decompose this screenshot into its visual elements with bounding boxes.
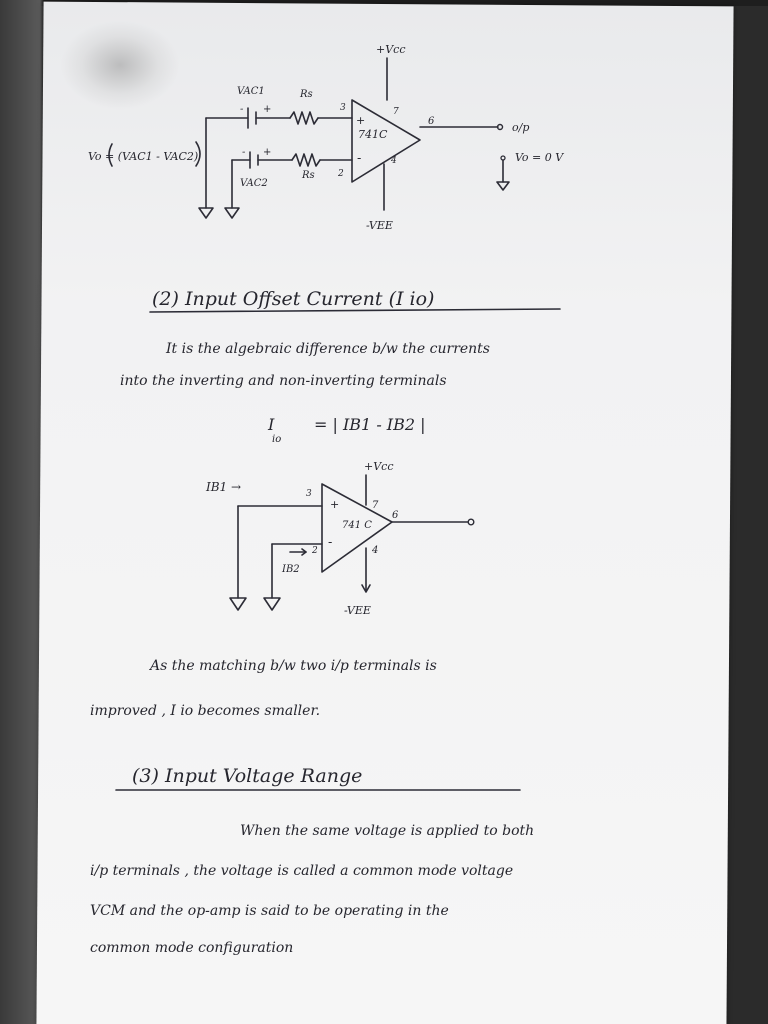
rs-top-label: Rs xyxy=(300,89,313,100)
pin3-label-2: 3 xyxy=(306,489,312,499)
section3-line2: i/p terminals , the voltage is called a common mode voltage xyxy=(90,863,514,879)
vcc-label-2: +Vcc xyxy=(364,460,394,473)
vo-expression: Vo = (VAC1 - VAC2) xyxy=(88,150,199,163)
rs-bottom-label: Rs xyxy=(302,170,315,181)
pin4-label-2: 4 xyxy=(372,545,379,556)
section2-line2: into the inverting and non-inverting terminals xyxy=(120,373,447,389)
vac1-minus-sign: - xyxy=(240,104,244,115)
minus-label-2: - xyxy=(328,535,333,549)
section3-line3: VCM and the op-amp is said to be operating in the xyxy=(90,903,449,919)
vee-label-1: -VEE xyxy=(366,219,393,232)
ground-symbol-b xyxy=(225,208,239,218)
vee-label-2: -VEE xyxy=(344,604,371,617)
ib1-label: IB1 → xyxy=(206,480,242,494)
pin2-label-2: 2 xyxy=(312,546,318,556)
meter-ground-symbol xyxy=(497,182,509,190)
ground-symbol-c xyxy=(230,598,246,610)
section3-heading: (3) Input Voltage Range xyxy=(132,765,363,787)
ground-symbol-d xyxy=(264,598,280,610)
ground-symbol-a xyxy=(199,208,213,218)
pin6-label-2: 6 xyxy=(392,510,399,521)
eq-lhs: I xyxy=(268,415,275,434)
section2-line1: It is the algebraic difference b/w the currents xyxy=(166,341,490,357)
section-input-offset-current xyxy=(120,288,560,445)
vo-zero-label: Vo = 0 V xyxy=(515,151,564,164)
plus-label-1: + xyxy=(356,114,366,127)
vac1-label: VAC1 xyxy=(237,86,265,97)
section2-heading: (2) Input Offset Current (I io) xyxy=(152,288,435,310)
meter-terminal xyxy=(501,156,505,160)
eq-rhs: = | IB1 - IB2 | xyxy=(314,415,426,434)
paragraph-matching xyxy=(90,658,437,719)
eq-sub: io xyxy=(272,434,282,445)
vac1-plus-sign: + xyxy=(263,104,272,115)
opamp-triangle-1 xyxy=(352,100,420,182)
ic-label-1: 741C xyxy=(358,128,388,141)
vac2-minus-sign: - xyxy=(242,147,246,158)
section3-line1: When the same voltage is applied to both xyxy=(240,823,535,839)
ib2-label: IB2 xyxy=(282,564,300,575)
output-terminal-2 xyxy=(468,519,474,525)
pin7-label-1: 7 xyxy=(393,107,399,117)
minus-label-1: - xyxy=(357,151,362,165)
pin2-label-1: 2 xyxy=(338,169,344,179)
vac2-plus-sign: + xyxy=(263,147,272,158)
output-label-1: o/p xyxy=(512,121,530,134)
pin6-label-1: 6 xyxy=(428,116,435,127)
plus-label-2: + xyxy=(330,498,340,511)
circuit-diagram-1 xyxy=(88,43,564,232)
para2-line1: As the matching b/w two i/p terminals is xyxy=(150,658,437,674)
pin4-label-1: 4 xyxy=(391,156,397,166)
section-input-voltage-range xyxy=(90,765,534,956)
section3-line4: common mode configuration xyxy=(90,940,294,956)
para2-line2: improved , I io becomes smaller. xyxy=(90,703,321,719)
vac2-label: VAC2 xyxy=(240,178,268,189)
pin7-label-2: 7 xyxy=(372,500,379,511)
circuit-diagram-2 xyxy=(205,460,474,617)
rs-top-resistor xyxy=(290,112,318,124)
vcc-label-1: +Vcc xyxy=(376,43,406,56)
ic-label-2: 741 C xyxy=(342,520,372,531)
rs-bottom-resistor xyxy=(292,154,320,166)
pin3-label-1: 3 xyxy=(340,103,346,113)
